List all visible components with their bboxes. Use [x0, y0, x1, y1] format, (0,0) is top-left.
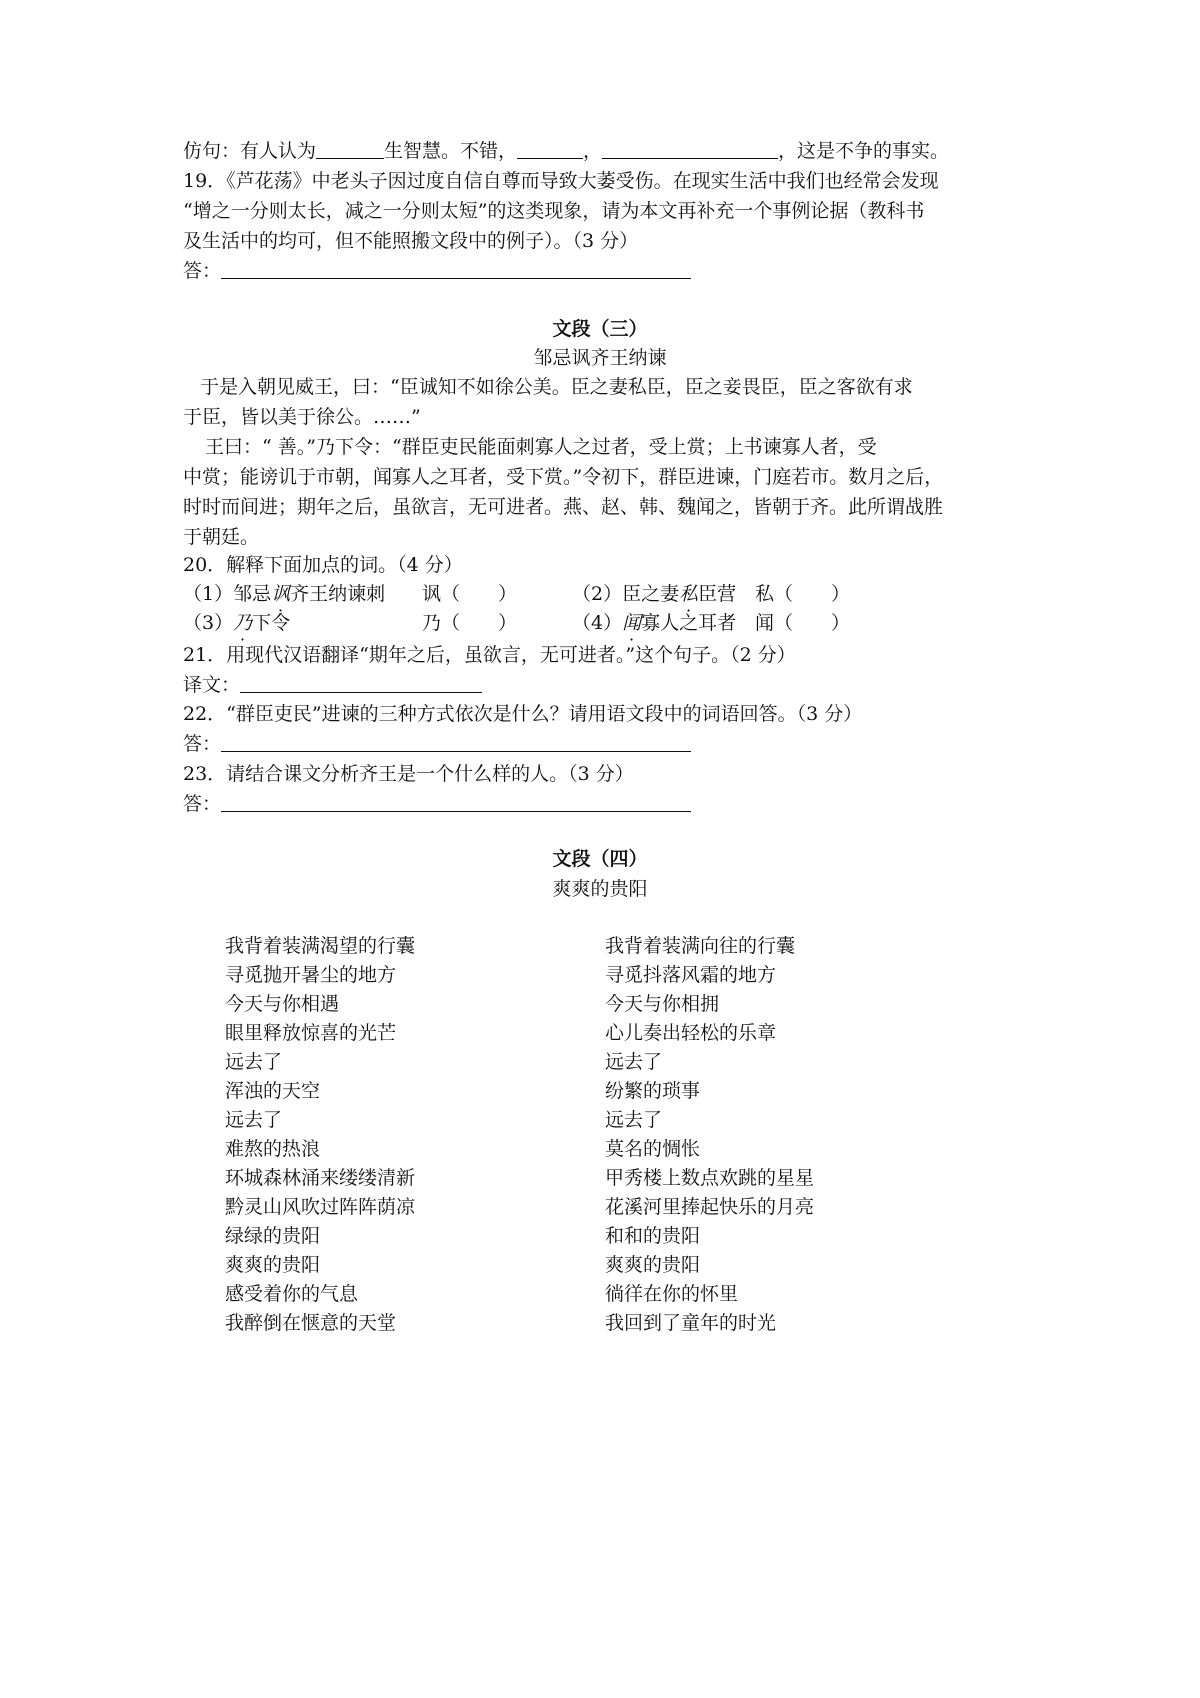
q20-item-4-answer[interactable]: 闻（ ）: [755, 612, 851, 634]
passage-line: 于臣，皆以美于徐公。……”: [183, 406, 421, 428]
passage-line: 于朝廷。: [183, 526, 260, 548]
q20-item-3: （3）乃下令: [183, 612, 291, 634]
poem-left-line: 环城森林涌来缕缕清新: [225, 1167, 416, 1189]
poem-left-line: 我背着装满渴望的行囊: [225, 935, 416, 957]
section4-heading: 文段（四）: [552, 848, 648, 870]
poem-right-line: 和和的贵阳: [605, 1225, 701, 1247]
poem-right-line: 远去了: [605, 1051, 663, 1073]
section4-subtitle: 爽爽的贵阳: [552, 878, 648, 900]
poem-left-line: 我醉倒在惬意的天堂: [225, 1312, 397, 1334]
poem-right-line: 纷繁的琐事: [605, 1080, 701, 1102]
poem-right-line: 爽爽的贵阳: [605, 1254, 701, 1276]
q21-answer: 译文：: [183, 676, 482, 695]
poem-right-line: 寻觅抖落风霜的地方: [605, 964, 777, 986]
answer-line[interactable]: [221, 795, 691, 812]
q19-answer: 答：: [183, 262, 691, 281]
poem-left-line: 今天与你相遇: [225, 993, 340, 1015]
poem-right-line: 花溪河里捧起快乐的月亮: [605, 1196, 815, 1218]
poem-right-line: 今天与你相拥: [605, 993, 720, 1015]
poem-right-line: 我回到了童年的时光: [605, 1312, 777, 1334]
dotted-word: 闻: [622, 612, 642, 634]
poem-left-line: 寻觅抛开暑尘的地方: [225, 964, 397, 986]
passage-line: 中赏；能谤讥于市朝，闻寡人之耳者，受下赏。”令初下，群臣进谏，门庭若市。数月之后，: [183, 466, 944, 488]
poem-left-line: 远去了: [225, 1109, 283, 1131]
answer-blank[interactable]: [602, 142, 778, 159]
q20-item-2: （2）臣之妻私臣营: [572, 583, 737, 605]
poem-right-line: 心儿奏出轻松的乐章: [605, 1022, 777, 1044]
poem-right-line: 甲秀楼上数点欢跳的星星: [605, 1167, 815, 1189]
poem-left-line: 眼里释放惊喜的光芒: [225, 1022, 397, 1044]
q20-item-1: （1）邹忌讽齐王纳谏刺: [183, 583, 386, 605]
poem-left-line: 感受着你的气息: [225, 1283, 359, 1305]
q21-stem: 21．用现代汉语翻译“期年之后，虽欲言，无可进者。”这个句子。（2 分）: [183, 644, 796, 666]
dotted-word: 私: [679, 583, 699, 605]
poem-right-line: 莫名的惆怅: [605, 1138, 701, 1160]
q19-line: 19．《芦花荡》中老头子因过度自信自尊而导致大萎受伤。在现实生活中我们也经常会发现: [183, 170, 939, 192]
poem-right-line: 徜徉在你的怀里: [605, 1283, 739, 1305]
q20-item-3-answer[interactable]: 乃（ ）: [422, 612, 518, 634]
poem-left-line: 远去了: [225, 1051, 283, 1073]
passage-line: 时时而间进；期年之后，虽欲言，无可进者。燕、赵、韩、魏闻之，皆朝于齐。此所谓战胜: [183, 496, 944, 518]
answer-line[interactable]: [221, 262, 691, 279]
q19-line: 及生活中的均可，但不能照搬文段中的例子）。（3 分）: [183, 230, 639, 252]
answer-blank[interactable]: [517, 142, 583, 159]
poem-left-line: 绿绿的贵阳: [225, 1225, 321, 1247]
q20-item-4: （4）闻寡人之耳者: [572, 612, 737, 634]
poem-left-line: 难熬的热浪: [225, 1138, 321, 1160]
poem-left-line: 黔灵山风吹过阵阵荫凉: [225, 1196, 416, 1218]
answer-blank[interactable]: [316, 142, 384, 159]
poem-left-line: 浑浊的天空: [225, 1080, 321, 1102]
q18-imitation-line: 仿句：有人认为 生智慧。不错， ， ，这是不争的事实。: [183, 140, 950, 162]
passage-line: 于是入朝见威王，曰：“臣诚知不如徐公美。臣之妻私臣，臣之妾畏臣，臣之客欲有求: [200, 376, 913, 398]
answer-line[interactable]: [240, 676, 482, 693]
answer-line[interactable]: [221, 735, 691, 752]
q23-answer: 答：: [183, 795, 691, 814]
dotted-word: 乃: [233, 612, 253, 634]
section3-heading: 文段（三）: [552, 318, 648, 340]
q20-item-2-answer[interactable]: 私（ ）: [755, 583, 851, 605]
passage-line: 王曰：“ 善。”乃下令：“群臣吏民能面刺寡人之过者，受上赏；上书谏寡人者，受: [205, 436, 877, 458]
section3-subtitle: 邹忌讽齐王纳谏: [533, 347, 667, 369]
q20-stem: 20．解释下面加点的词。（4 分）: [183, 554, 463, 576]
poem-right-line: 远去了: [605, 1109, 663, 1131]
q23-stem: 23．请结合课文分析齐王是一个什么样的人。（3 分）: [183, 763, 634, 785]
poem-left-line: 爽爽的贵阳: [225, 1254, 321, 1276]
q20-item-1-answer[interactable]: 讽（ ）: [422, 583, 518, 605]
q22-stem: 22．“群臣吏民”进谏的三种方式依次是什么？请用语文段中的词语回答。（3 分）: [183, 703, 863, 725]
q19-line: “增之一分则太长，减之一分则太短”的这类现象，请为本文再补充一个事例论据（教科书: [183, 200, 925, 222]
dotted-word: 讽: [271, 583, 291, 605]
q22-answer: 答：: [183, 735, 691, 754]
poem-right-line: 我背着装满向往的行囊: [605, 935, 796, 957]
